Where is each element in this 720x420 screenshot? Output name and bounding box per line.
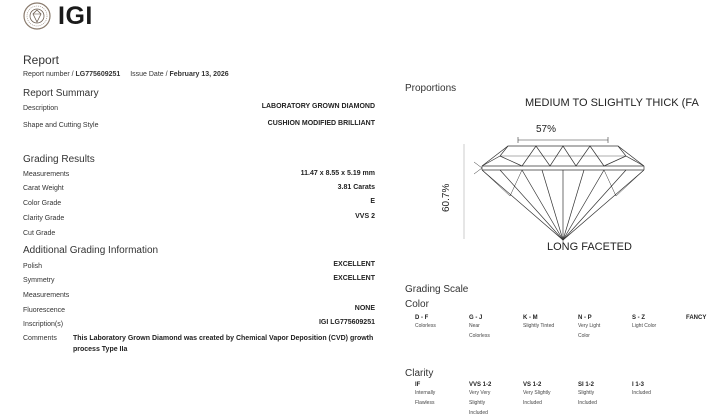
carat-weight-value: 3.81 Carats bbox=[337, 184, 375, 191]
issue-date-label: Issue Date / bbox=[130, 71, 170, 78]
color-grade-head: N - P bbox=[578, 315, 592, 321]
report-title: Report bbox=[23, 53, 60, 67]
color-grade-desc: Very Light bbox=[578, 323, 601, 329]
description-label: Description bbox=[23, 105, 59, 112]
igi-seal-icon bbox=[23, 2, 51, 30]
color-grade-desc: Color bbox=[578, 333, 590, 339]
clarity-scale-i bbox=[632, 382, 651, 398]
culet-description: LONG FACETED bbox=[547, 241, 632, 253]
clarity-grade-head: IF bbox=[415, 382, 421, 388]
diamond-profile-diagram bbox=[460, 136, 670, 244]
comments-label: Comments bbox=[23, 335, 57, 342]
clarity-grade-head: I 1-3 bbox=[632, 382, 645, 388]
clarity-scale-si bbox=[578, 382, 597, 408]
color-grade-head: FANCY bbox=[686, 315, 707, 321]
color-scale-fancy bbox=[686, 315, 706, 321]
color-grade-desc: Colorless bbox=[469, 333, 490, 339]
clarity-grade-desc: Included bbox=[632, 390, 651, 396]
girdle-thickness: MEDIUM TO SLIGHTLY THICK (FA bbox=[525, 97, 699, 109]
clarity-scale-vvs bbox=[469, 382, 491, 418]
color-grade-desc: Colorless bbox=[415, 323, 436, 329]
shape-value: CUSHION MODIFIED BRILLIANT bbox=[267, 120, 375, 127]
fluorescence-value: NONE bbox=[354, 305, 375, 312]
clarity-grade-desc: Flawless bbox=[415, 400, 435, 406]
clarity-grade-desc: Very Very bbox=[469, 390, 491, 396]
clarity-grade-head: VS 1-2 bbox=[523, 382, 542, 388]
polish-value: EXCELLENT bbox=[333, 261, 375, 268]
clarity-grade-desc: Internally bbox=[415, 390, 436, 396]
clarity-grade-head: SI 1-2 bbox=[578, 382, 595, 388]
color-scale-title: Color bbox=[405, 299, 429, 310]
issue-date-value: February 13, 2026 bbox=[169, 71, 229, 78]
color-grade-head: D - F bbox=[415, 315, 429, 321]
clarity-scale-title: Clarity bbox=[405, 368, 434, 379]
inscription-value: IGI LG775609251 bbox=[318, 319, 375, 326]
cut-grade-label: Cut Grade bbox=[23, 230, 56, 237]
proportions-title: Proportions bbox=[405, 83, 457, 94]
report-number-label: Report number / bbox=[23, 71, 76, 78]
inscription-label: Inscription(s) bbox=[23, 321, 64, 328]
color-scale-np bbox=[578, 315, 600, 341]
symmetry-label: Symmetry bbox=[23, 277, 55, 284]
igi-logo-text: IGI bbox=[58, 2, 93, 30]
clarity-scale-if bbox=[415, 382, 435, 408]
table-percentage: 57% bbox=[536, 124, 557, 135]
clarity-scale-vs bbox=[523, 382, 551, 408]
carat-weight-label: Carat Weight bbox=[23, 185, 64, 192]
color-scale-gj bbox=[469, 315, 490, 341]
additional-measurements-label: Measurements bbox=[23, 292, 70, 299]
color-grade-label: Color Grade bbox=[23, 200, 62, 207]
clarity-grade-desc: Very Slightly bbox=[523, 390, 551, 396]
clarity-grade-desc: Included bbox=[523, 400, 542, 406]
report-summary-title: Report Summary bbox=[23, 88, 99, 99]
color-grade-desc: Light Color bbox=[632, 323, 657, 329]
report-meta bbox=[23, 71, 229, 78]
color-grade-desc: Near bbox=[469, 323, 480, 329]
clarity-grade-desc: Included bbox=[578, 400, 597, 406]
clarity-grade-desc: Included bbox=[469, 410, 488, 416]
clarity-grade-head: VVS 1-2 bbox=[469, 382, 492, 388]
description-value: LABORATORY GROWN DIAMOND bbox=[261, 103, 375, 110]
grading-results-title: Grading Results bbox=[23, 154, 95, 165]
color-scale-km bbox=[523, 315, 554, 331]
color-scale-df bbox=[415, 315, 436, 331]
color-grade-head: S - Z bbox=[632, 315, 645, 321]
color-scale-sz bbox=[632, 315, 656, 331]
report-number-value: LG775609251 bbox=[75, 71, 121, 78]
color-grade-head: K - M bbox=[523, 315, 538, 321]
color-grade-value: E bbox=[370, 198, 375, 205]
comments-value: This Laboratory Grown Diamond was created by Chemical Vapor Deposition (CVD) growth process Type IIa bbox=[73, 335, 374, 353]
measurements-value: 11.47 x 8.55 x 5.19 mm bbox=[300, 170, 375, 177]
fluorescence-label: Fluorescence bbox=[23, 307, 66, 314]
additional-info-title: Additional Grading Information bbox=[23, 245, 159, 256]
color-grade-desc: Slightly Tinted bbox=[523, 323, 555, 329]
depth-percentage: 60.7% bbox=[441, 183, 452, 212]
measurements-label: Measurements bbox=[23, 171, 70, 178]
clarity-grade-desc: Slightly bbox=[469, 400, 486, 406]
polish-label: Polish bbox=[23, 263, 43, 270]
clarity-grade-desc: Slightly bbox=[578, 390, 595, 396]
clarity-grade-label: Clarity Grade bbox=[23, 215, 65, 222]
shape-label: Shape and Cutting Style bbox=[23, 122, 99, 129]
clarity-grade-value: VVS 2 bbox=[355, 213, 375, 220]
grading-scale-title: Grading Scale bbox=[405, 284, 469, 295]
symmetry-value: EXCELLENT bbox=[333, 275, 375, 282]
color-grade-head: G - J bbox=[469, 315, 483, 321]
